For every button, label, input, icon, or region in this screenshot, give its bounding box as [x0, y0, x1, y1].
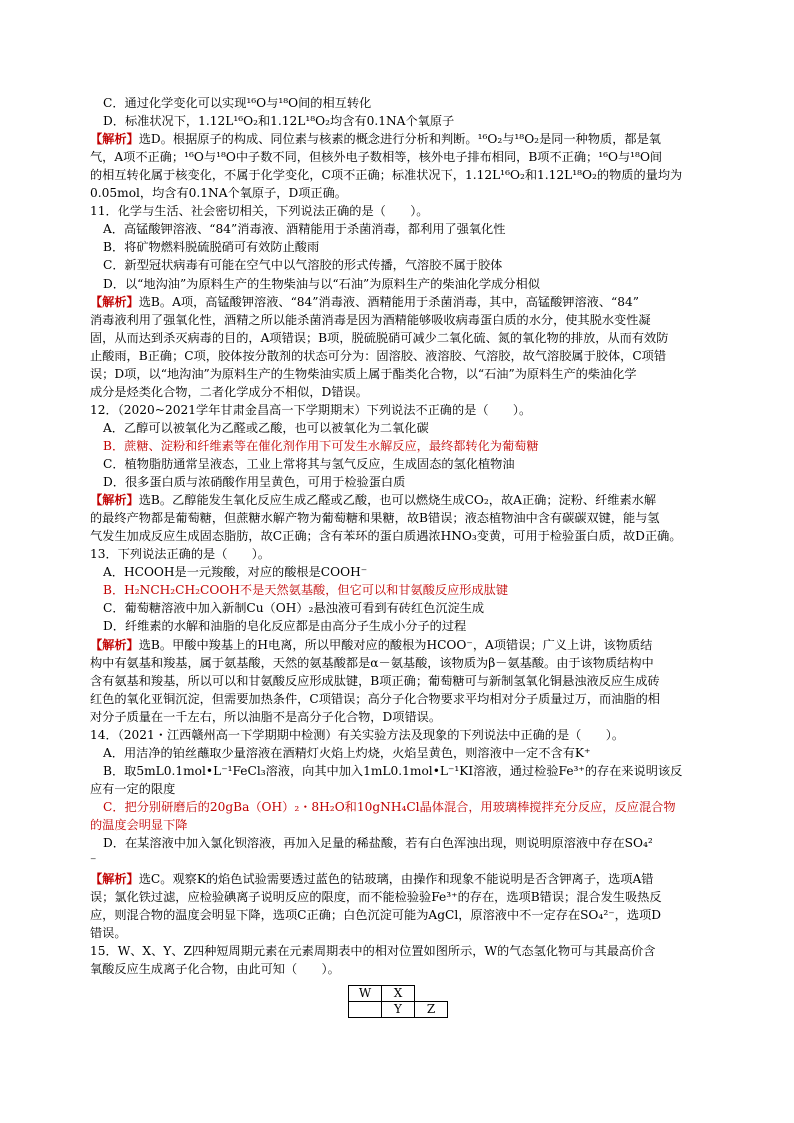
line-text: 气，A项不正确；¹⁶O与¹⁸O中子数不同，但核外电子数相等，核外电子排布相同，B项不正确；¹⁶O与¹⁸O间 [90, 150, 663, 165]
text-line [103, 221, 505, 238]
text-line [90, 348, 666, 365]
line-text: 构中有氨基和羧基，属于氨基酸，天然的氨基酸都是α－氨基酸，该物质为β－氨基酸。由于该物质结构中 [90, 655, 654, 670]
line-text: 选D。根据原子的构成、同位素与核素的概念进行分析和判断。¹⁶O₂与¹⁸O₂是同一种物质，都是氧 [138, 132, 661, 147]
line-text: 14．（2021・江西赣州高一下学期期中检测）有关实验方法及现象的下列说法中正确的是（ ）。 [90, 727, 625, 742]
line-text: D．以“地沟油”为原料生产的生物柴油与以“石油”为原料生产的柴油化学成分相似 [103, 276, 540, 291]
text-line [90, 709, 441, 726]
text-line [90, 528, 682, 545]
text-line [90, 889, 662, 906]
line-text: 11．化学与生活、社会密切相关，下列说法正确的是（ ）。 [90, 204, 429, 219]
line-text: C．把分别研磨后的20gBa（OH）₂・8H₂O和10gNH₄Cl晶体混合，用玻璃棒搅拌充分反应，反应混合物 [103, 799, 676, 814]
line-text: A．乙醇可以被氧化为乙醛或乙酸，也可以被氧化为二氧化碳 [103, 420, 429, 435]
table-cell [415, 986, 448, 1002]
line-text: 气发生加成反应生成固态脂肪，故C正确；含有苯环的蛋白质遇浓HNO₃变黄，可用于检验蛋白质，故D正确。 [90, 529, 682, 544]
line-text: 误；氯化铁过滤，应检验碘离子说明反应的限度，而不能检验验Fe³⁺的存在，选项B错误；混合发生吸热反 [90, 890, 662, 905]
line-text: 应有一定的限度 [90, 781, 176, 796]
line-text: 的最终产物都是葡萄糖，但蔗糖水解产物为葡萄糖和果糖，故B错误；液态植物油中含有碳碳双键，能与氢 [90, 511, 660, 526]
line-text: 13．下列说法正确的是（ ）。 [90, 547, 271, 562]
table-cell: Z [415, 1002, 448, 1018]
line-text: ⁻ [90, 854, 97, 869]
text-line [90, 655, 654, 672]
line-text: D．标准状况下，1.12L¹⁶O₂和1.12L¹⁸O₂均含有0.1NA个氧原子 [103, 114, 455, 129]
line-text: 成分是烃类化合物，二者化学成分不相似，D错误。 [90, 384, 368, 399]
line-text: B．取5mL0.1mol•L⁻¹FeCl₃溶液，向其中加入1mL0.1mol•L⁻¹KI溶液，通过检验Fe³⁺的存在来说明该反 [103, 763, 683, 778]
line-text: A．高锰酸钾溶液、“84”消毒液、酒精能用于杀菌消毒，都利用了强氧化性 [103, 222, 506, 237]
text-line [103, 276, 540, 293]
text-line [90, 203, 428, 220]
line-text: 止酸雨，B正确；C项，胶体按分散剂的状态可分为：固溶胶、液溶胶、气溶胶，故气溶胶属于胶体，C项错 [90, 348, 667, 363]
text-line [103, 95, 371, 112]
analysis-label: 【解析】 [90, 493, 139, 508]
line-text: C．植物脂肪通常呈液态，工业上常将其与氢气反应，生成固态的氢化植物油 [103, 457, 515, 471]
text-line [103, 456, 515, 473]
text-line [90, 149, 662, 166]
text-line [103, 564, 367, 581]
line-text: A．HCOOH是一元羧酸，对应的酸根是COOH⁻ [103, 565, 368, 580]
line-text: D．很多蛋白质与浓硝酸作用呈黄色，可用于检验蛋白质 [103, 475, 406, 490]
line-text: B．H₂NCH₂CH₂COOH不是天然氨基酸，但它可以和甘氨酸反应形成肽键 [103, 583, 509, 598]
analysis-label: 【解析】 [90, 132, 139, 147]
text-line [103, 763, 682, 780]
text-line [103, 113, 454, 130]
text-line [90, 907, 661, 924]
analysis-line [90, 294, 639, 311]
text-line [90, 366, 637, 383]
analysis-label: 【解析】 [90, 637, 139, 652]
text-line [103, 600, 484, 617]
text-line [103, 474, 405, 491]
table-row [349, 1002, 448, 1018]
text-line [90, 925, 127, 942]
analysis-label: 【解析】 [90, 872, 139, 887]
line-text: B．蔗糖、淀粉和纤维素等在催化剂作用下可发生水解反应，最终都转化为葡萄糖 [103, 438, 539, 453]
text-line [90, 402, 531, 419]
analysis-line [90, 637, 652, 654]
text-line [90, 727, 624, 744]
line-text: 的温度会明显下降 [90, 818, 188, 832]
table-cell: X [382, 986, 415, 1002]
line-text: 红色的氧化亚铜沉淀，但需要加热条件，C项错误；高分子化合物要求平均相对分子质量过万，而油脂的相 [90, 691, 660, 706]
text-line [103, 799, 676, 816]
analysis-line [90, 871, 653, 888]
line-text: 的相互转化属于核变化，不属于化学变化，C项不正确；标准状况下，1.12L¹⁶O₂和1.12L¹⁸O₂的物质的量均为 [90, 168, 683, 183]
table-cell: W [349, 986, 382, 1002]
line-text: 含有氨基和羧基，所以可以和甘氨酸反应形成肽键，B项正确；葡萄糖可与新制氢氧化铜悬浊液反应生成砖 [90, 673, 660, 688]
analysis-line [90, 131, 661, 148]
line-text: 错误。 [90, 926, 127, 941]
line-text: 0.05mol，均含有0.1NA个氧原子，D项正确。 [90, 186, 347, 201]
text-line [90, 312, 651, 329]
text-line [90, 853, 96, 870]
text-line [103, 239, 319, 256]
text-line [90, 510, 660, 527]
text-line [90, 185, 347, 202]
line-text: 15．W、X、Y、Z四种短周期元素在元素周期表中的相对位置如图所示，W的气态氢化物可与其最高价含 [90, 944, 656, 959]
line-text: 选B。乙醇能发生氧化反应生成乙醛或乙酸，也可以燃烧生成CO₂，故A正确；淀粉、纤维素水解 [138, 493, 657, 508]
line-text: 氧酸反应生成离子化合物，由此可知（ ）。 [90, 962, 340, 977]
line-text: 选C。观察K的焰色试验需要透过蓝色的钴玻璃，由操作和现象不能说明是否含钾离子，选项A错 [138, 872, 654, 887]
line-text: C．葡萄糖溶液中加入新制Cu（OH）₂悬浊液可看到有砖红色沉淀生成 [103, 601, 485, 616]
line-text: 误；D项，以“地沟油”为原料生产的生物柴油实质上属于酯类化合物，以“石油”为原料生产的柴油化学 [90, 366, 637, 381]
line-text: C．通过化学变化可以实现¹⁶O与¹⁸O间的相互转化 [103, 96, 372, 110]
table-row [349, 986, 448, 1002]
line-text: 对分子质量在一千左右，所以油脂不是高分子化合物，D项错误。 [90, 709, 442, 724]
line-text: C．新型冠状病毒有可能在空气中以气溶胶的形式传播，气溶胶不属于胶体 [103, 258, 503, 273]
text-line [90, 817, 188, 834]
text-line [103, 257, 502, 274]
periodic-table-diagram [348, 985, 448, 1018]
text-line [90, 943, 655, 960]
line-text: 消毒液利用了强氧化性，酒精之所以能杀菌消毒是因为酒精能够吸收病毒蛋白质的水分，使其脱水变性凝 [90, 312, 651, 327]
text-line [90, 384, 368, 401]
line-text: 固，从而达到杀灭病毒的目的，A项错误；B项，脱硫脱硝可减少二氧化硫、氮的氧化物的排放，从而有效防 [90, 330, 669, 345]
line-text: 12．（2020~2021学年甘肃金昌高一下学期期末）下列说法不正确的是（ ）。 [90, 402, 532, 417]
text-line [103, 745, 590, 762]
text-line [103, 835, 653, 852]
text-line [90, 546, 270, 563]
text-line [90, 781, 175, 798]
line-text: D．在某溶液中加入氯化钡溶液，再加入足量的稀盐酸，若有白色浑浊出现，则说明原溶液中存在SO₄² [103, 836, 653, 851]
line-text: D．纤维素的水解和油脂的皂化反应都是由高分子生成小分子的过程 [103, 619, 467, 634]
text-line [90, 673, 660, 690]
line-text: B．将矿物燃料脱硫脱硝可有效防止酸雨 [103, 240, 320, 255]
table-cell: Y [382, 1002, 415, 1018]
text-line [90, 961, 340, 978]
text-line [90, 691, 660, 708]
table-cell [349, 1002, 382, 1018]
line-text: 选B。甲酸中羧基上的H电离，所以甲酸对应的酸根为HCOO⁻，A项错误；广义上讲，该物质结 [138, 637, 653, 652]
text-line [103, 582, 508, 599]
line-text: 选B。A项，高锰酸钾溶液、“84”消毒液、酒精能用于杀菌消毒，其中，高锰酸钾溶液、“84” [138, 294, 640, 309]
line-text: 应，则混合物的温度会明显下降，选项C正确；白色沉淀可能为AgCl，原溶液中不一定存在SO₄²⁻，选项D [90, 908, 661, 923]
text-line [103, 420, 429, 437]
text-line [90, 167, 682, 184]
text-line [103, 618, 466, 635]
analysis-line [90, 492, 656, 509]
text-line [90, 330, 668, 347]
analysis-label: 【解析】 [90, 294, 139, 309]
text-line [103, 438, 539, 455]
line-text: A．用洁净的铂丝蘸取少量溶液在酒精灯火焰上灼烧，火焰呈黄色，则溶液中一定不含有K⁺ [103, 745, 591, 760]
